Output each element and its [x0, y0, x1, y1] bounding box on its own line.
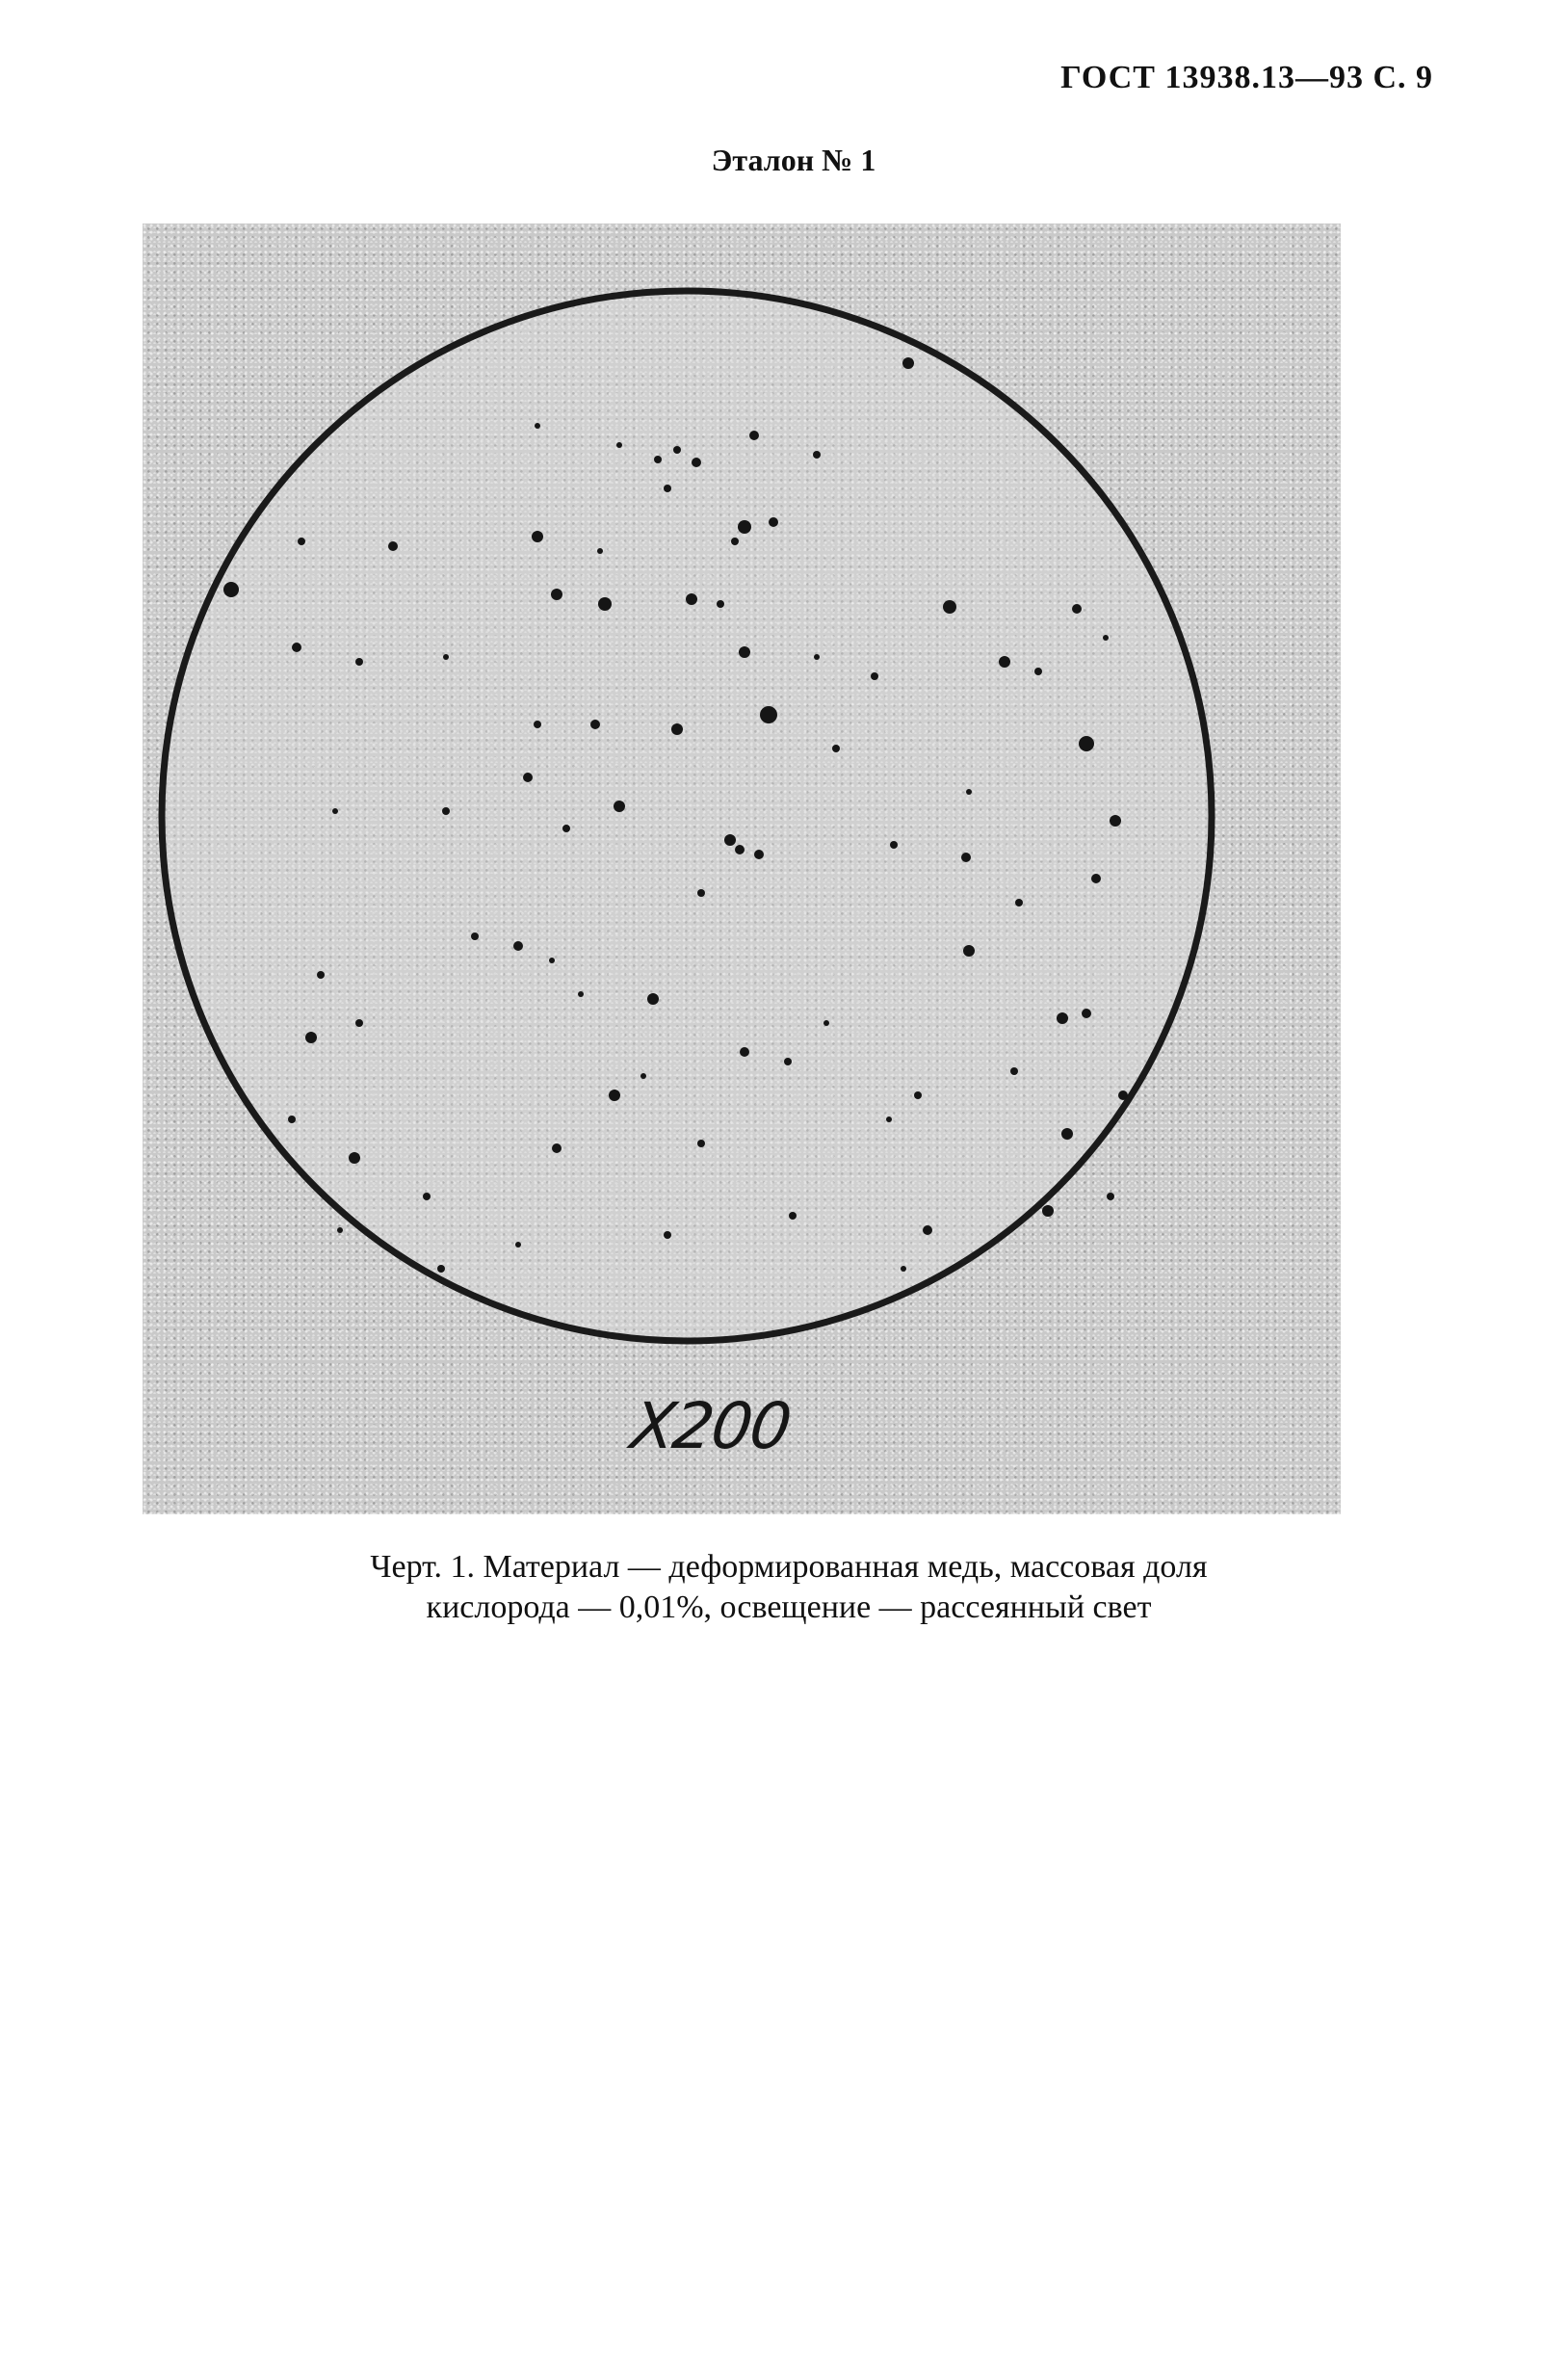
oxide-particle: [513, 941, 523, 951]
oxide-particle: [769, 517, 778, 527]
oxide-particle: [697, 1140, 705, 1147]
oxide-particle: [388, 541, 398, 551]
oxide-particle: [590, 720, 600, 729]
oxide-particle: [686, 593, 697, 605]
oxide-particle: [1072, 604, 1082, 614]
oxide-particle: [647, 993, 659, 1005]
oxide-particle: [355, 658, 363, 666]
oxide-particle: [616, 442, 622, 448]
oxide-particle: [471, 932, 479, 940]
oxide-particle: [1079, 736, 1094, 751]
micrograph-image: [143, 223, 1341, 1514]
oxide-particle: [963, 945, 975, 957]
micrograph-field-svg: [143, 223, 1341, 1514]
oxide-particle: [1082, 1009, 1091, 1018]
oxide-particle: [731, 538, 739, 545]
oxide-particle: [754, 850, 764, 859]
oxide-particle: [609, 1090, 620, 1101]
figure-heading: Эталон № 1: [711, 143, 876, 177]
caption-line-1: Черт. 1. Материал — деформированная медь, массовая доля: [370, 1549, 1208, 1585]
oxide-particle: [1042, 1205, 1054, 1217]
oxide-particle: [692, 458, 701, 467]
oxide-particle: [437, 1265, 445, 1273]
oxide-particle: [1107, 1193, 1114, 1200]
oxide-particle: [614, 801, 625, 812]
oxide-particle: [749, 431, 759, 440]
oxide-particle: [1057, 1012, 1068, 1024]
page-header-standard-ref: ГОСТ 13938.13—93 С. 9: [1060, 60, 1433, 95]
oxide-particle: [640, 1073, 646, 1079]
oxide-particle: [664, 485, 671, 492]
oxide-particle: [724, 834, 736, 846]
oxide-particle: [288, 1116, 296, 1123]
oxide-particle: [442, 807, 450, 815]
oxide-particle: [532, 531, 543, 542]
oxide-particle: [332, 808, 338, 814]
oxide-particle: [349, 1152, 360, 1164]
oxide-particle: [534, 721, 541, 728]
oxide-particle: [740, 1047, 749, 1057]
oxide-particle: [901, 1266, 906, 1272]
oxide-particle: [943, 600, 956, 614]
oxide-particle: [1110, 815, 1121, 827]
oxide-particle: [654, 456, 662, 463]
oxide-particle: [423, 1193, 431, 1200]
oxide-particle: [760, 706, 777, 723]
oxide-particle: [1034, 668, 1042, 675]
oxide-particle: [552, 1143, 562, 1153]
oxide-particle: [914, 1091, 922, 1099]
oxide-particle: [292, 643, 301, 652]
oxide-particle: [886, 1116, 892, 1122]
oxide-particle: [597, 548, 603, 554]
oxide-particle: [923, 1225, 932, 1235]
oxide-particle: [823, 1020, 829, 1026]
magnification-label: X200: [626, 1389, 795, 1463]
oxide-particle: [298, 538, 305, 545]
oxide-particle: [1010, 1067, 1018, 1075]
oxide-particle: [966, 789, 972, 795]
oxide-particle: [784, 1058, 792, 1065]
oxide-particle: [902, 357, 914, 369]
oxide-particle: [890, 841, 898, 849]
oxide-particle: [223, 582, 239, 597]
oxide-particle: [317, 971, 325, 979]
oxide-particle: [738, 520, 751, 534]
oxide-particle: [1118, 1090, 1128, 1100]
oxide-particle: [664, 1231, 671, 1239]
figure-caption: [0, 1547, 1568, 1628]
oxide-particle: [535, 423, 540, 429]
field-of-view-circle: [162, 291, 1212, 1341]
oxide-particle: [832, 745, 840, 752]
oxide-particle: [697, 889, 705, 897]
oxide-particle: [523, 773, 533, 782]
caption-line-2: кислорода — 0,01%, освещение — рассеянный свет: [426, 1589, 1152, 1625]
oxide-particle: [999, 656, 1010, 668]
oxide-particle: [443, 654, 449, 660]
oxide-particle: [813, 451, 821, 459]
oxide-particle: [305, 1032, 317, 1043]
oxide-particle: [673, 446, 681, 454]
oxide-particle: [551, 589, 562, 600]
oxide-particle: [871, 672, 878, 680]
oxide-particle: [1091, 874, 1101, 883]
oxide-particle: [515, 1242, 521, 1248]
oxide-particle: [598, 597, 612, 611]
oxide-particle: [1061, 1128, 1073, 1140]
oxide-particle: [578, 991, 584, 997]
oxide-particle: [789, 1212, 797, 1220]
oxide-particle: [562, 825, 570, 832]
oxide-particle: [1015, 899, 1023, 906]
oxide-particle: [739, 646, 750, 658]
oxide-particle: [814, 654, 820, 660]
oxide-particle: [1103, 635, 1109, 641]
oxide-particle: [717, 600, 724, 608]
oxide-particle: [671, 723, 683, 735]
oxide-particle: [355, 1019, 363, 1027]
oxide-particle: [337, 1227, 343, 1233]
oxide-particle: [735, 845, 745, 854]
oxide-particle: [549, 958, 555, 963]
oxide-particle: [961, 853, 971, 862]
